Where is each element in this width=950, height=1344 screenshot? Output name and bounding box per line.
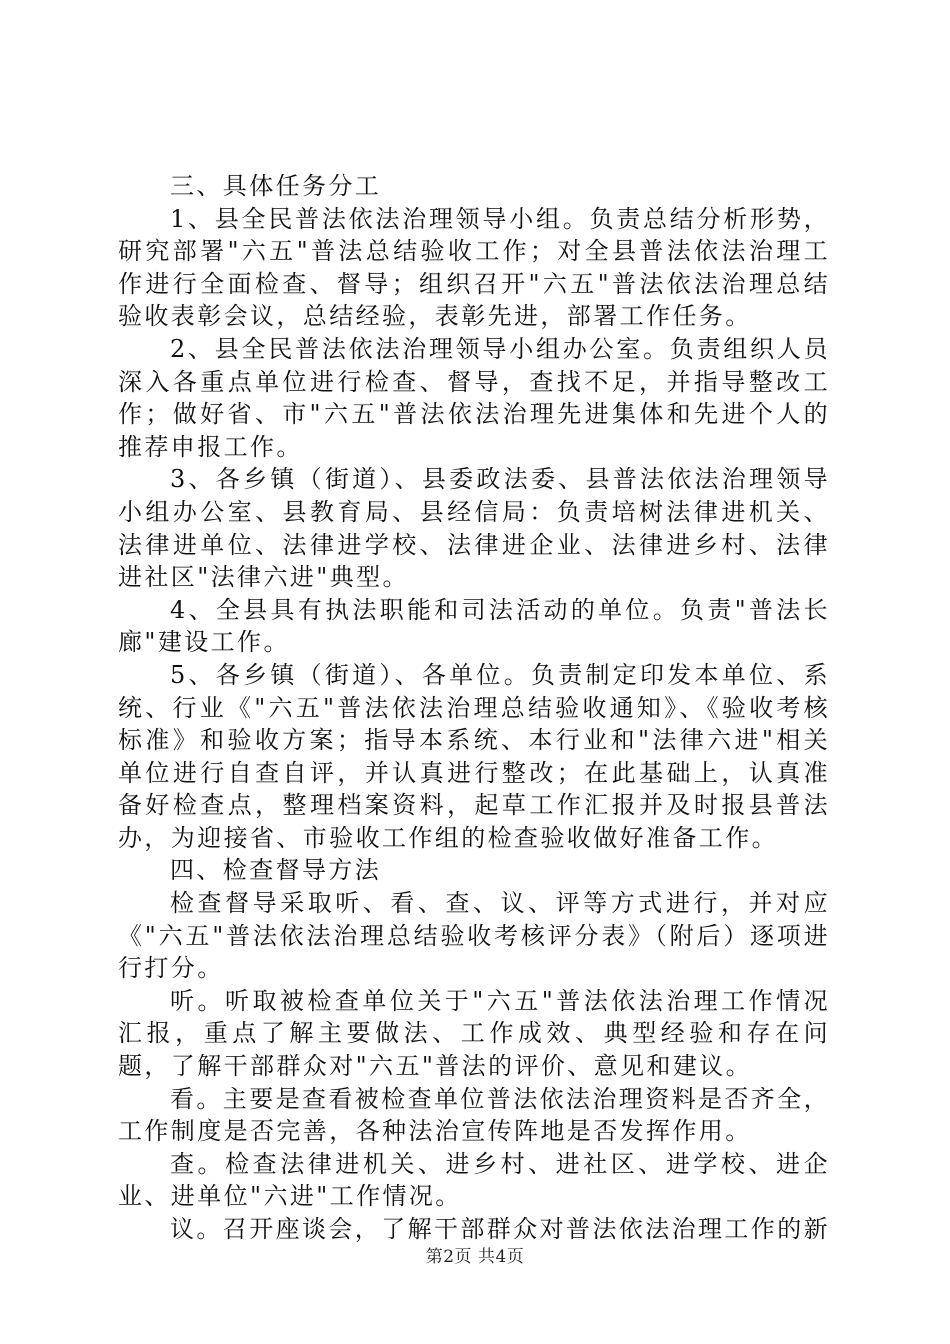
section-heading-tasks: 三、具体任务分工 (170, 172, 382, 200)
paragraph-method-check: 查。检查法律进机关、进乡村、进社区、进学校、进企业、进单位"六进"工作情况。 (118, 1149, 830, 1211)
paragraph-method-look: 看。主要是查看被检查单位普法依法治理资料是否齐全，工作制度是否完善，各种法治宣传阵地是否发挥作用。 (118, 1084, 830, 1146)
paragraph-task-3: 3、各乡镇（街道）、县委政法委、县普法依法治理领导小组办公室、县教育局、县经信局：负责培树法律进机关、法律进单位、法律进学校、法律进企业、法律进乡村、法律进社区"法律六进"典型。 (118, 465, 830, 592)
page-footer: 第2页 共4页 (425, 1247, 525, 1267)
paragraph-task-1: 1、县全民普法依法治理领导小组。负责总结分析形势，研究部署"六五"普法总结验收工作；对全县普法依法治理工作进行全面检查、督导；组织召开"六五"普法依法治理总结验收表彰会议，总结经验，表彰先进，部署工作任务。 (118, 204, 830, 331)
paragraph-method-discuss: 议。召开座谈会，了解干部群众对普法依法治理工作的新 (170, 1215, 830, 1243)
section-heading-methods: 四、检查督导方法 (170, 856, 382, 885)
paragraph-methods-intro: 检查督导采取听、看、查、议、评等方式进行，并对应《"六五"普法依法治理总结验收考核评分表》（附后）逐项进行打分。 (118, 889, 830, 983)
paragraph-task-5: 5、各乡镇（街道）、各单位。负责制定印发本单位、系统、行业《"六五"普法依法治理总结验收通知》、《验收考核标准》和验收方案；指导本系统、本行业和"法律六进"相关单位进行自查自评，并认真进行整改；在此基础上，认真准备好检查点，整理档案资料，起草工作汇报并及时报县普法办，为迎接省、市验收工作组的检查验收做好准备工作。 (118, 660, 830, 852)
paragraph-method-listen: 听。听取被检查单位关于"六五"普法依法治理工作情况汇报，重点了解主要做法、工作成效、典型经验和存在问题，了解干部群众对"六五"普法的评价、意见和建议。 (118, 986, 830, 1081)
document-body (118, 170, 830, 1246)
paragraph-task-4: 4、全县具有执法职能和司法活动的单位。负责"普法长廊"建设工作。 (118, 595, 830, 657)
paragraph-task-2: 2、县全民普法依法治理领导小组办公室。负责组织人员深入各重点单位进行检查、督导，查找不足，并指导整改工作；做好省、市"六五"普法依法治理先进集体和先进个人的推荐申报工作。 (118, 334, 830, 461)
